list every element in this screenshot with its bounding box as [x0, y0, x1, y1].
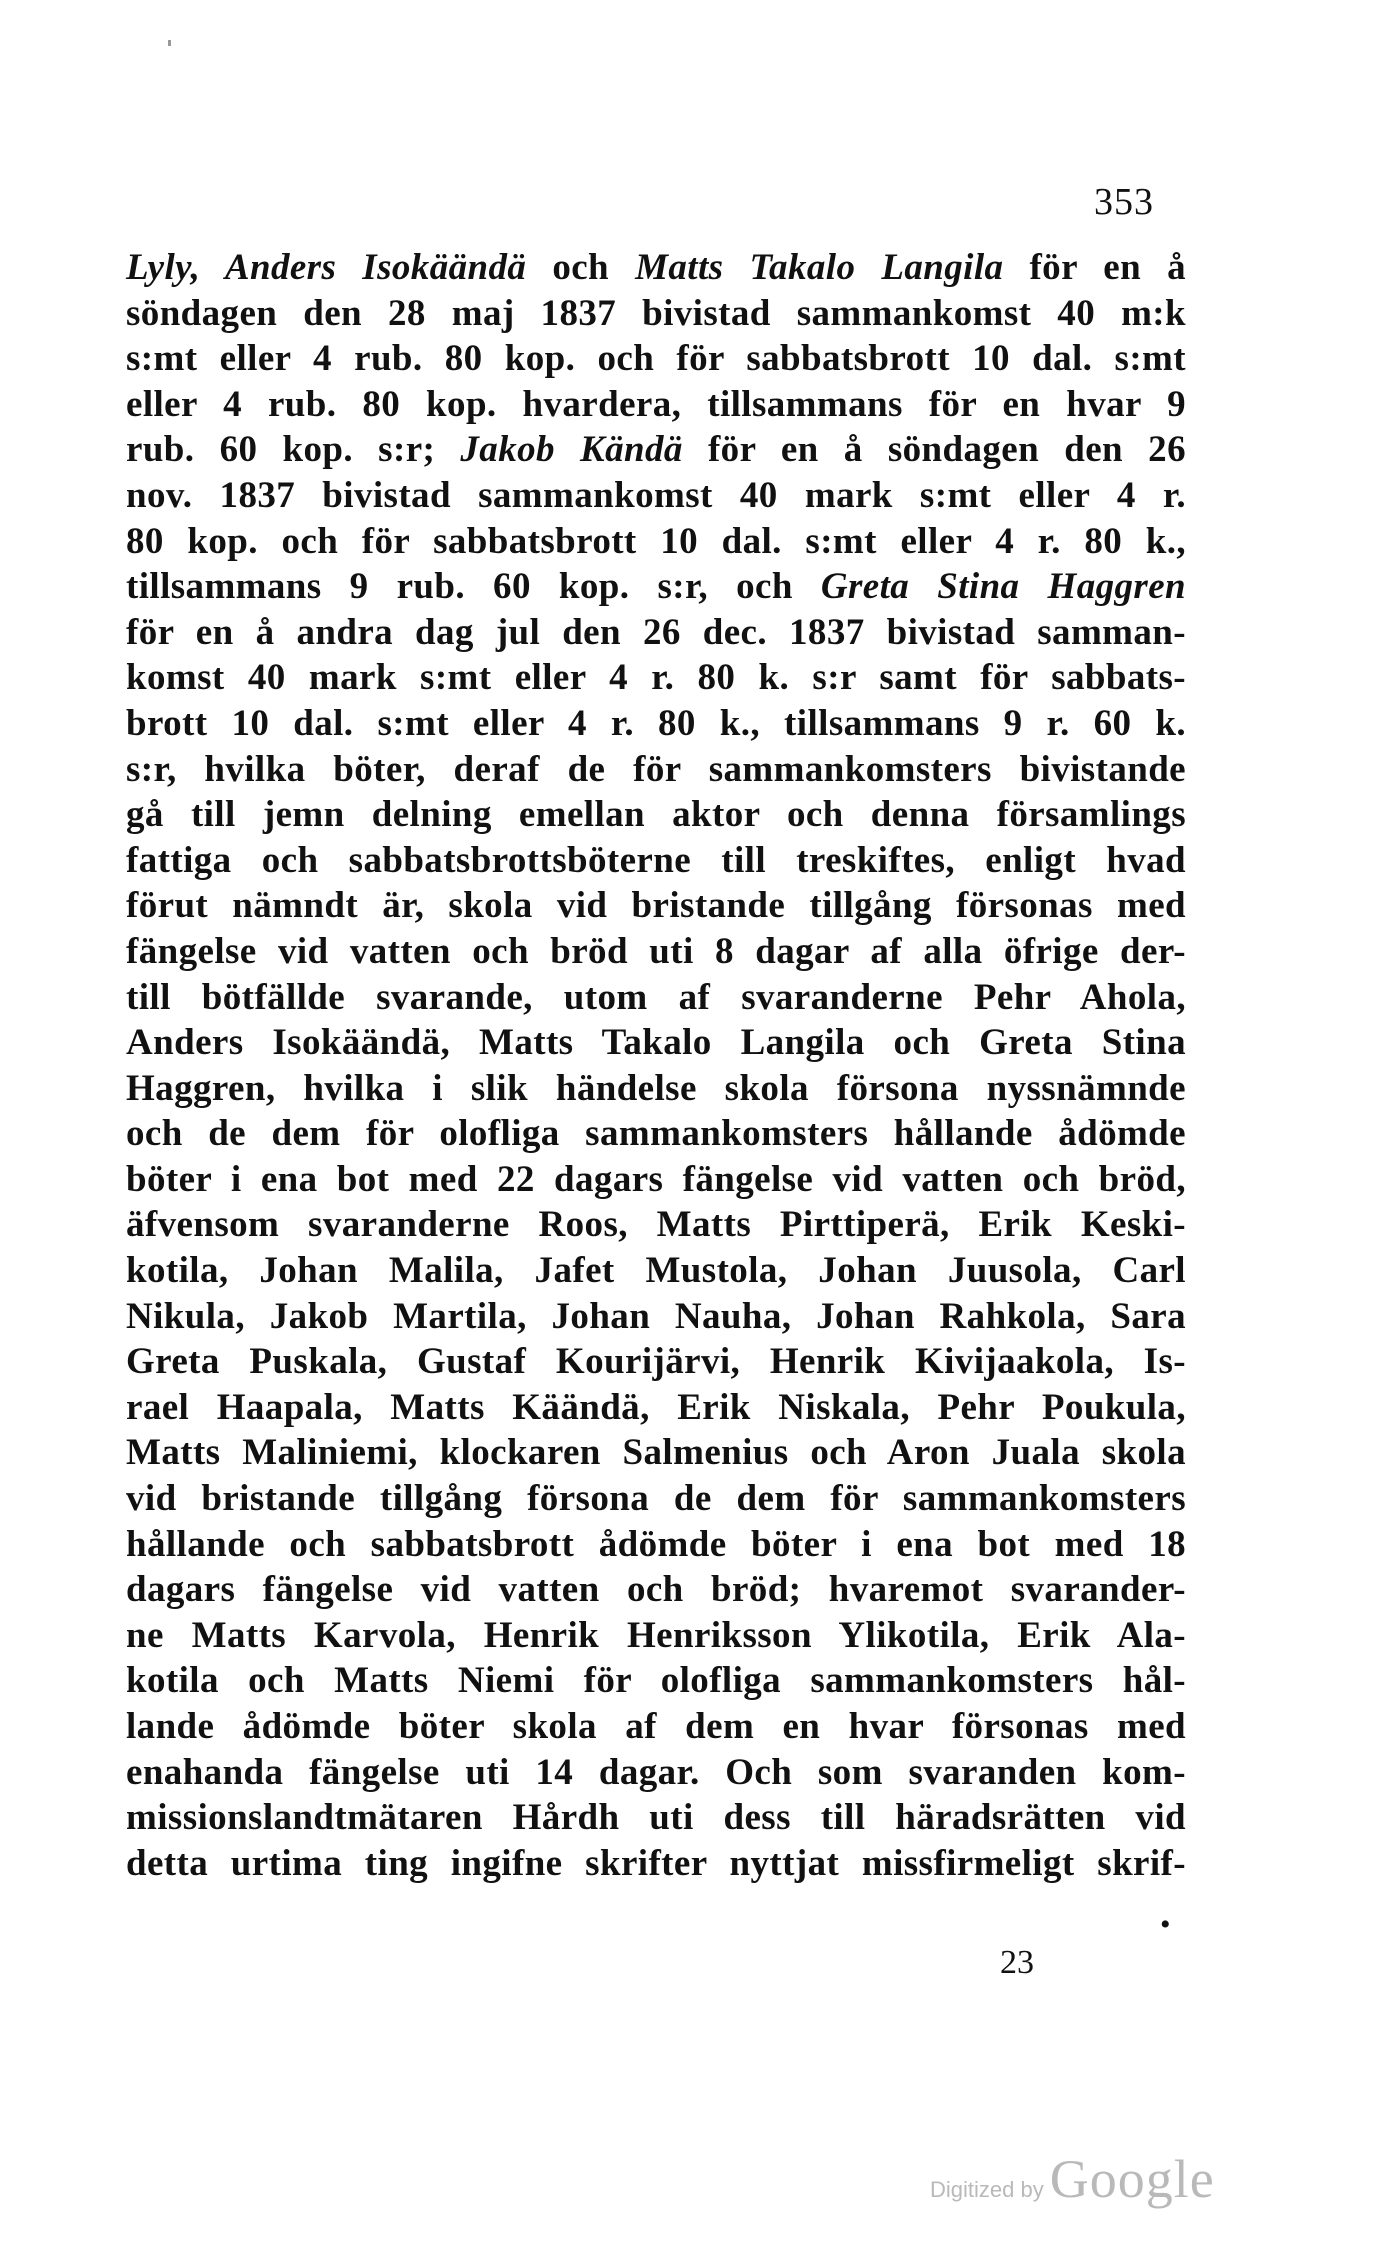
text-line: söndagen den 28 maj 1837 bivistad sammankomst 40 m:k: [126, 292, 1186, 334]
body-text: [126, 245, 1186, 1886]
text-line: rael Haapala, Matts Käändä, Erik Niskala, Pehr Poukula,: [126, 1386, 1186, 1428]
text-line: lande ådömde böter skola af dem en hvar försonas med: [126, 1706, 1186, 1747]
text-line: vid bristande tillgång försona de dem för sammankomsters: [126, 1478, 1186, 1520]
text-line: eller 4 rub. 80 kop. hvardera, tillsammans för en hvar 9: [126, 383, 1186, 425]
text-line: gå till jemn delning emellan aktor och denna församlings: [126, 794, 1186, 836]
text-line: komst 40 mark s:mt eller 4 r. 80 k. s:r samt för sabbats-: [126, 657, 1186, 699]
text-line: s:r, hvilka böter, deraf de för sammankomsters bivistande: [126, 748, 1186, 790]
text-line: böter i ena bot med 22 dagars fängelse vid vatten och bröd,: [126, 1158, 1186, 1200]
sheet-number: 23: [1000, 1944, 1034, 1981]
text-line: brott 10 dal. s:mt eller 4 r. 80 k., tillsammans 9 r. 60 k.: [126, 702, 1186, 744]
text-line: Anders Isokäändä, Matts Takalo Langila och Greta Stina: [126, 1022, 1186, 1064]
text-line: nov. 1837 bivistad sammankomst 40 mark s:mt eller 4 r.: [126, 474, 1186, 516]
text-line: dagars fängelse vid vatten och bröd; hvaremot svarander-: [126, 1569, 1186, 1611]
text-line: Greta Puskala, Gustaf Kourijärvi, Henrik Kivijaakola, Is-: [126, 1341, 1186, 1383]
text-line: Haggren, hvilka i slik händelse skola försona nyssnämnde: [126, 1067, 1186, 1109]
text-line: kotila, Johan Malila, Jafet Mustola, Johan Juusola, Carl: [126, 1250, 1186, 1292]
text-line: Nikula, Jakob Martila, Johan Nauha, Johan Rahkola, Sara: [126, 1295, 1186, 1337]
text-line: rub. 60 kop. s:r; Jakob Kändä för en å söndagen den 26: [126, 429, 1186, 471]
text-line: detta urtima ting ingifne skrifter nyttjat missfirmeligt skrif-: [126, 1842, 1186, 1884]
text-line: enahanda fängelse uti 14 dagar. Och som svaranden kom-: [126, 1751, 1186, 1793]
text-line: kotila och Matts Niemi för olofliga sammankomsters hål-: [126, 1660, 1186, 1702]
text-line: till bötfällde svarande, utom af svaranderne Pehr Ahola,: [126, 976, 1186, 1018]
text-line: 80 kop. och för sabbatsbrott 10 dal. s:mt eller 4 r. 80 k.,: [126, 520, 1186, 562]
watermark-prefix: Digitized by: [930, 2177, 1044, 2202]
google-logo: Google: [1049, 2149, 1215, 2209]
text-line: tillsammans 9 rub. 60 kop. s:r, och Greta Stina Haggren: [126, 566, 1186, 608]
text-line: fängelse vid vatten och bröd uti 8 dagar af alla öfrige der-: [126, 930, 1186, 972]
text-line: Lyly, Anders Isokäändä och Matts Takalo Langila för en å: [126, 247, 1186, 288]
page-number: 353: [1094, 181, 1154, 223]
text-line: förut nämndt är, skola vid bristande tillgång försonas med: [126, 885, 1186, 927]
text-line: s:mt eller 4 rub. 80 kop. och för sabbatsbrott 10 dal. s:mt: [126, 338, 1186, 380]
digitized-watermark: [930, 2148, 1215, 2208]
text-line: hållande och sabbatsbrott ådömde böter i ena bot med 18: [126, 1523, 1186, 1565]
text-line: Matts Maliniemi, klockaren Salmenius och Aron Juala skola: [126, 1432, 1186, 1474]
text-line: äfvensom svaranderne Roos, Matts Pirttiperä, Erik Keski-: [126, 1204, 1186, 1246]
text-line: ne Matts Karvola, Henrik Henriksson Ylikotila, Erik Ala-: [126, 1614, 1186, 1656]
text-line: och de dem för olofliga sammankomsters hållande ådömde: [126, 1113, 1186, 1155]
text-line: fattiga och sabbatsbrottsböterne till treskiftes, enligt hvad: [126, 839, 1186, 881]
text-line: missionslandtmätaren Hårdh uti dess till häradsrätten vid: [126, 1797, 1186, 1839]
signature-mark: •: [1160, 1908, 1171, 1941]
text-line: för en å andra dag jul den 26 dec. 1837 bivistad samman-: [126, 611, 1186, 653]
stray-ink-mark: [168, 40, 171, 46]
